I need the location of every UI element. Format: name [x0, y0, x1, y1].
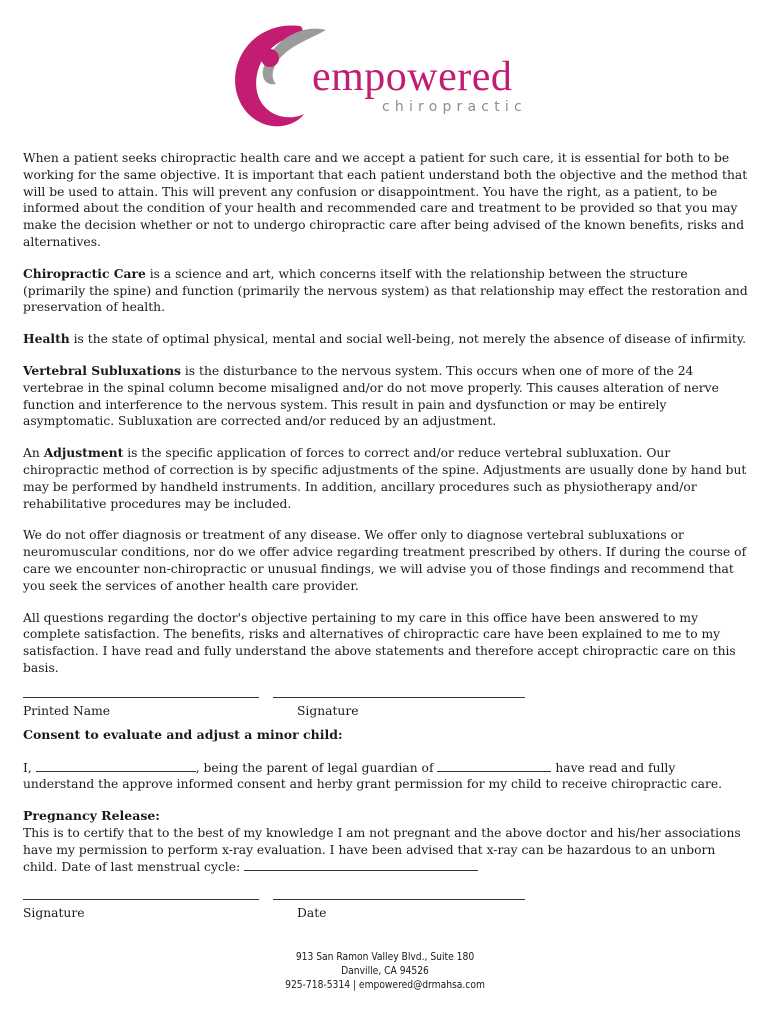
child-name-field[interactable] — [437, 760, 551, 772]
printed-name-label: Printed Name — [23, 703, 111, 718]
menstrual-cycle-date-field[interactable] — [244, 859, 478, 871]
company-logo — [230, 22, 550, 132]
brand-subtitle: chiropractic — [382, 99, 527, 115]
chiropractic-care-definition — [23, 266, 749, 316]
adjustment-definition — [23, 445, 749, 512]
footer-address-street: 913 San Ramon Valley Blvd., Suite 180 — [295, 952, 475, 963]
intro-paragraph: When a patient seeks chiropractic health care and we accept a patient for such care, it is essential for both to be working for the same objective. It is important that each patient understand both the objective and the method that will be used to attain. This will prevent any confusion or disappointment. You have the right, as a patient, to be informed about the condition of your health and recommended care and treatment to be provided so that you may make the decision whether or not to undergo chiropractic care after being advised of the known benefits, risks and alternatives. — [23, 151, 748, 249]
date-field[interactable] — [273, 891, 525, 900]
adjustment-prefix: An — [23, 446, 44, 461]
minor-text-1: I, — [23, 760, 36, 775]
questions-paragraph: All questions regarding the doctor's objective pertaining to my care in this office have been answered to my complete satisfaction. The benefits, risks and alternatives of chiropractic care have been explained to me to my satisfaction. I have read and fully understand the above statements and therefore accept chiropractic care on this basis. — [23, 610, 736, 675]
minor-consent-heading: Consent to evaluate and adjust a minor child: — [23, 726, 343, 742]
parent-name-field[interactable] — [36, 760, 196, 772]
signature-field[interactable] — [273, 689, 525, 698]
brand-name: empowered — [312, 54, 513, 100]
vertebral-subluxations-text: is the disturbance to the nervous system. This occurs when one of more of the 24 vertebrae in the spinal column become misaligned and/or do not move properly. This causes alteration of nerve function and interference to the nervous system. This result in pain and dysfunction or may be entirely asymptomatic. Subluxation are corrected and/or reduced by an adjustment. — [23, 363, 719, 429]
adjustment-text: is the specific application of forces to correct and/or reduce vertebral subluxation. Our chiropractic method of correction is by specific adjustments of the spine. Adjustments are usually done by hand but may be performed by handheld instruments. In addition, ancillary procedures such as physiotherapy and/or rehabilitative procedures may be included. — [23, 446, 747, 511]
printed-name-field[interactable] — [23, 689, 259, 698]
pregnancy-release-heading: Pregnancy Release: — [23, 808, 160, 824]
date-label: Date — [297, 906, 327, 921]
health-definition — [23, 331, 749, 348]
minor-text-3: have read and fully understand the approve informed consent and herby grant permission for my child to receive chiropractic care. — [23, 760, 723, 792]
pregnancy-signature-label: Signature — [23, 906, 85, 921]
term-health: Health — [23, 331, 70, 347]
consent-body — [23, 150, 749, 923]
health-text: is the state of optimal physical, mental and social well-being, not merely the absence of disease of infirmity. — [69, 332, 747, 347]
signature-row-2 — [23, 889, 749, 923]
pregnancy-signature-field[interactable] — [23, 891, 259, 900]
minor-consent-paragraph — [23, 760, 749, 794]
pregnancy-text: This is to certify that to the best of my knowledge I am not pregnant and the above doctor and his/her associations have my permission to perform x-ray evaluation. I have been advised that x-ray can be hazardous to an unborn child. Date of last menstrual cycle: — [23, 825, 741, 874]
signature-row-1 — [23, 687, 749, 721]
pregnancy-release-paragraph — [23, 825, 749, 875]
term-vertebral-subluxations: Vertebral Subluxations — [23, 362, 181, 378]
footer-address-city: Danville, CA 94526 — [341, 966, 429, 978]
minor-text-2: , being the parent of legal guardian of — [195, 760, 438, 775]
office-footer — [0, 951, 770, 994]
term-adjustment: Adjustment — [43, 445, 124, 461]
footer-contact: 925-718-5314 | empowered@drmahsa.com — [285, 980, 485, 992]
no-diagnosis-paragraph: We do not offer diagnosis or treatment of any disease. We offer only to diagnose vertebral subluxations or neuromuscular conditions, nor do we offer advice regarding treatment prescribed by others. If during the course of care we encounter non-chiropractic or unusual findings, we will advise you of those findings and recommend that you seek the services of another health care provider. — [23, 528, 747, 593]
vertebral-subluxations-definition — [23, 363, 749, 430]
signature-label: Signature — [297, 703, 359, 718]
chiropractic-care-text: is a science and art, which concerns itself with the relationship between the structure (primarily the spine) and function (primarily the nervous system) as that relationship may effect the restoration and preservation of health. — [23, 266, 748, 315]
term-chiropractic-care: Chiropractic Care — [23, 265, 146, 281]
